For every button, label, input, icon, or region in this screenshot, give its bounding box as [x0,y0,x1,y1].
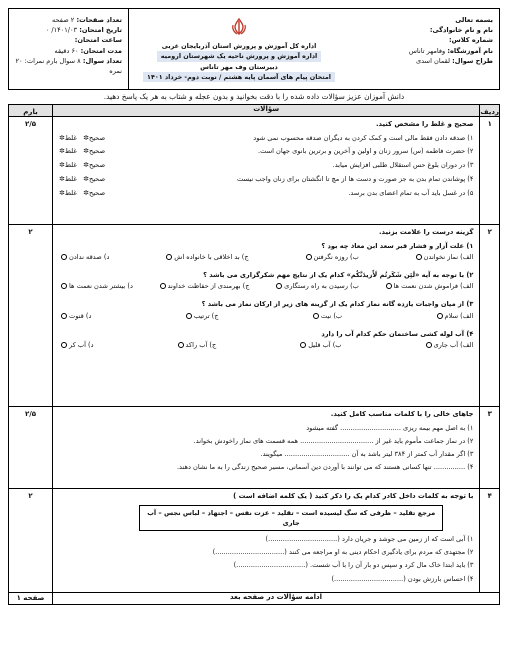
radio-circle-icon[interactable] [166,254,172,260]
score-cell: ۲/۵ [9,407,53,489]
row-number: ۴ [480,489,500,593]
mc-option[interactable]: ب) رسیدن به راه رستگاری [274,281,359,291]
radio-circle-icon[interactable] [306,254,312,260]
tf-choices: صحیح✲ غلط✲ [59,188,106,197]
question-row [9,407,500,489]
mc-option[interactable]: ب) آب قلیل [298,340,341,350]
question-title: گزینه درست را علامت بزنید. [378,228,474,236]
header-student-info [349,9,499,89]
gear-icon[interactable]: ✲ [83,133,89,142]
exam-title: امتحان پیام های آسمان پایه هشتم / نوبت دوم- خرداد ۱۴۰۱ [143,72,335,82]
radio-circle-icon[interactable] [276,283,282,289]
tf-choices: صحیح✲ غلط✲ [59,133,106,142]
gear-icon[interactable]: ✲ [59,175,65,184]
mc-option[interactable]: د) آب کر [59,340,94,350]
footer-row [9,593,500,605]
header-exam-info [9,9,129,89]
radio-circle-icon[interactable] [61,313,67,319]
header-right-line-1: بسمه تعالی [455,16,493,24]
question-row [9,225,500,407]
mc-question-text: ۳) از میان واجبات یازده گانه نماز کدام یک از گزینه های زیر از ارکان نماز می باشد ؟ [201,300,474,309]
mc-option[interactable]: د) بیشتر شدن نعمت ها [59,281,133,291]
org-line-1: اداره کل آموزش و پرورش استان آذربایجان غربی [161,42,317,50]
header-left-line-1: تعداد صفحات: ۲ صفحه [51,16,122,24]
tf-item-text: ۵) در غسل باید آب به تمام اعضای بدن برسد. [348,188,474,197]
word-bank-box: مرجع تقلید – ظرفی که سگ لیسیده است – تقلید – عزت نفس – اجتهاد – لباس نجس – آب جاری [139,505,443,531]
continue-note: ادامه سؤالات در صفحه بعد [53,593,500,605]
row-number: ۲ [480,225,500,407]
radio-circle-icon[interactable] [186,313,192,319]
tf-choices: صحیح✲ غلط✲ [59,175,106,184]
mc-option[interactable]: ج) آب راکد [176,340,217,350]
radio-circle-icon[interactable] [300,342,306,348]
table-header-row [9,105,500,117]
mc-option[interactable]: ب) روزه نگرفتن [304,252,359,262]
radio-circle-icon[interactable] [437,313,443,319]
radio-circle-icon[interactable] [386,283,392,289]
radio-circle-icon[interactable] [426,342,432,348]
row-number: ۳ [480,407,500,489]
header-right-line-4: نام آموزشگاه: وفامهر تاناس [408,46,493,55]
header-right-line-3: شماره کلاس: [449,36,493,45]
mc-question-text: ۲) با توجه به آیه «لَئِن شَکَرتُم لَأَزیدَنَّکُم» کدام یک از نتایج مهم شکرگزاری می باشد ؟ [203,270,474,279]
header-left-line-4: مدت امتحان: ۶۰ دقیقه [54,46,122,55]
gear-icon[interactable]: ✲ [59,188,65,197]
question-3 [53,407,480,489]
score-cell: ۲ [9,225,53,407]
gear-icon[interactable]: ✲ [59,147,65,156]
tf-item [59,133,473,144]
gear-icon[interactable]: ✲ [83,147,89,156]
tf-item [59,160,473,171]
header-left-line-2: تاریخ امتحان: ۱۴۰۱/۰۳/ ۰ [45,26,122,35]
mc-option[interactable]: د) قنوت [59,311,91,321]
gear-icon[interactable]: ✲ [59,161,65,170]
exam-header [8,8,500,90]
emblem-icon [229,17,249,37]
header-left-line-3: ساعت امتحان: [74,36,122,45]
mc-option[interactable]: د) صدقه ندادن [59,252,109,262]
tf-item-text: ۴) پوشاندن تمام بدن به جز صورت و دست ها از مچ تا انگشتان برای زنان واجب نیست [237,175,474,184]
match-item[interactable]: ۳) باید ابتدا خاک مال کرد و سپس دو بار آن را با آب شست. (.................................) [233,561,474,570]
match-item[interactable]: ۴) احساس بارزش بودن (.................................) [331,574,474,583]
header-questions: سؤالات [53,105,480,117]
mc-options [59,281,473,291]
match-item[interactable]: ۲) مجتهدی که مردم برای یادگیری احکام دینی به او مراجعه می کنند (.................................) [212,548,474,557]
fill-blank-item[interactable]: ۳) اگر مقدار آب کمتر از ۳۸۴ لیتر باشد به آن ............................... میگویند. [260,449,474,458]
mc-option[interactable]: ج) بد اخلاقی با خانواده اش [164,252,248,262]
mc-options [59,311,473,321]
fill-blank-item[interactable]: ۱) به اصل مهم بیمه ریزی ............................. گفته میشود [306,423,474,432]
gear-icon[interactable]: ✲ [83,161,89,170]
radio-circle-icon[interactable] [160,283,166,289]
tf-item [59,188,473,199]
tf-item-text: ۳) در دوران بلوغ حس استقلال طلبی افزایش میابد. [332,161,474,170]
mc-option[interactable]: ب) نیت [311,311,342,321]
mc-question-text: ۴) آب لوله کشی ساختمان حکم کدام آب را دارد [321,329,474,338]
mc-option[interactable]: ج) ترتیب [184,311,219,321]
instructions-notice: دانش آموزان عزیز سؤالات داده شده را با دقت بخوانید و بدون عجله و شتاب به هر یک پاسخ دهید. [103,92,405,101]
question-row [9,489,500,593]
header-score: بارم [9,105,53,117]
page-number: صفحه ۱ [9,593,53,605]
mc-option[interactable]: الف) سلام [435,311,474,321]
mc-options [59,252,473,262]
fill-blank-item[interactable]: ۲) در نماز جماعت مأموم باید غیر از ................................... همه قسمت های نماز راخودش بخواند. [193,436,474,445]
org-line-2: اداره آموزش و پرورش ناحیه یک شهرستان ارومیه [157,51,322,61]
fill-blank-item[interactable]: ۴) ............... تنها کسانی هستند که می توانند با آوردن دین آسمانی، مسیر صحیح زندگی را به ما نشان دهند. [176,463,474,472]
gear-icon[interactable]: ✲ [83,188,89,197]
mc-option[interactable]: الف) نماز نخواندن [414,252,474,262]
radio-circle-icon[interactable] [178,342,184,348]
tf-item-text: ۲) حضرت فاطمه (س) سرور زنان و اولین و آخرین و برترین بانوی جهان است. [258,147,474,156]
question-title: صحیح و غلط را مشخص کنید. [375,120,474,128]
radio-circle-icon[interactable] [61,254,67,260]
question-title: جاهای خالی را با کلمات مناسب کامل کنید. [330,410,474,418]
tf-choices: صحیح✲ غلط✲ [59,161,106,170]
org-line-3: دبیرستان وف مهر تاناس [200,62,278,71]
mc-option[interactable]: الف) فراموش شدن نعمت ها [384,281,474,291]
mc-options [59,340,473,350]
match-item[interactable]: ۱) آبی است که از زمین می جوشد و جریان دارد (.................................) [265,534,474,543]
mc-option[interactable]: ج) بهرمندی از حفاظت خداوند [158,281,250,291]
radio-circle-icon[interactable] [313,313,319,319]
tf-choices: صحیح✲ غلط✲ [59,147,106,156]
question-1 [53,117,480,225]
header-left-line-5: تعداد سوال: ۸ سوال بارم نمرات: ۲۰ نمره [15,56,122,76]
score-cell: ۲ [9,489,53,593]
row-number: ۱ [480,117,500,225]
score-cell: ۲/۵ [9,117,53,225]
header-right-line-5: طراح سوال: لقمان اسدی [415,56,493,65]
header-right-line-2: نام و نام خانوادگی: [429,26,493,35]
mc-question-text: ۱) علت آزار و فشار قبر سعد ابن معاذ چه بود ؟ [321,241,474,250]
question-row [9,117,500,225]
header-organization [129,9,349,89]
question-4 [53,489,480,593]
radio-circle-icon[interactable] [61,283,67,289]
mc-option[interactable]: الف) آب جاری [424,340,474,350]
gear-icon[interactable]: ✲ [59,133,65,142]
header-row-number: ردیف [480,105,500,117]
tf-item-text: ۱) صدقه دادن فقط مالی است و کمک کردن به دیگران صدقه محسوب نمی شود [253,133,474,142]
tf-item [59,146,473,157]
question-title: با توجه به کلمات داخل کادر کدام یک را ذکر کنید ( یک کلمه اضافه است ) [233,492,474,500]
exam-sheet [8,8,500,605]
radio-circle-icon[interactable] [61,342,67,348]
tf-item [59,174,473,185]
question-2 [53,225,480,407]
questions-table [8,104,500,605]
radio-circle-icon[interactable] [416,254,422,260]
gear-icon[interactable]: ✲ [83,175,89,184]
